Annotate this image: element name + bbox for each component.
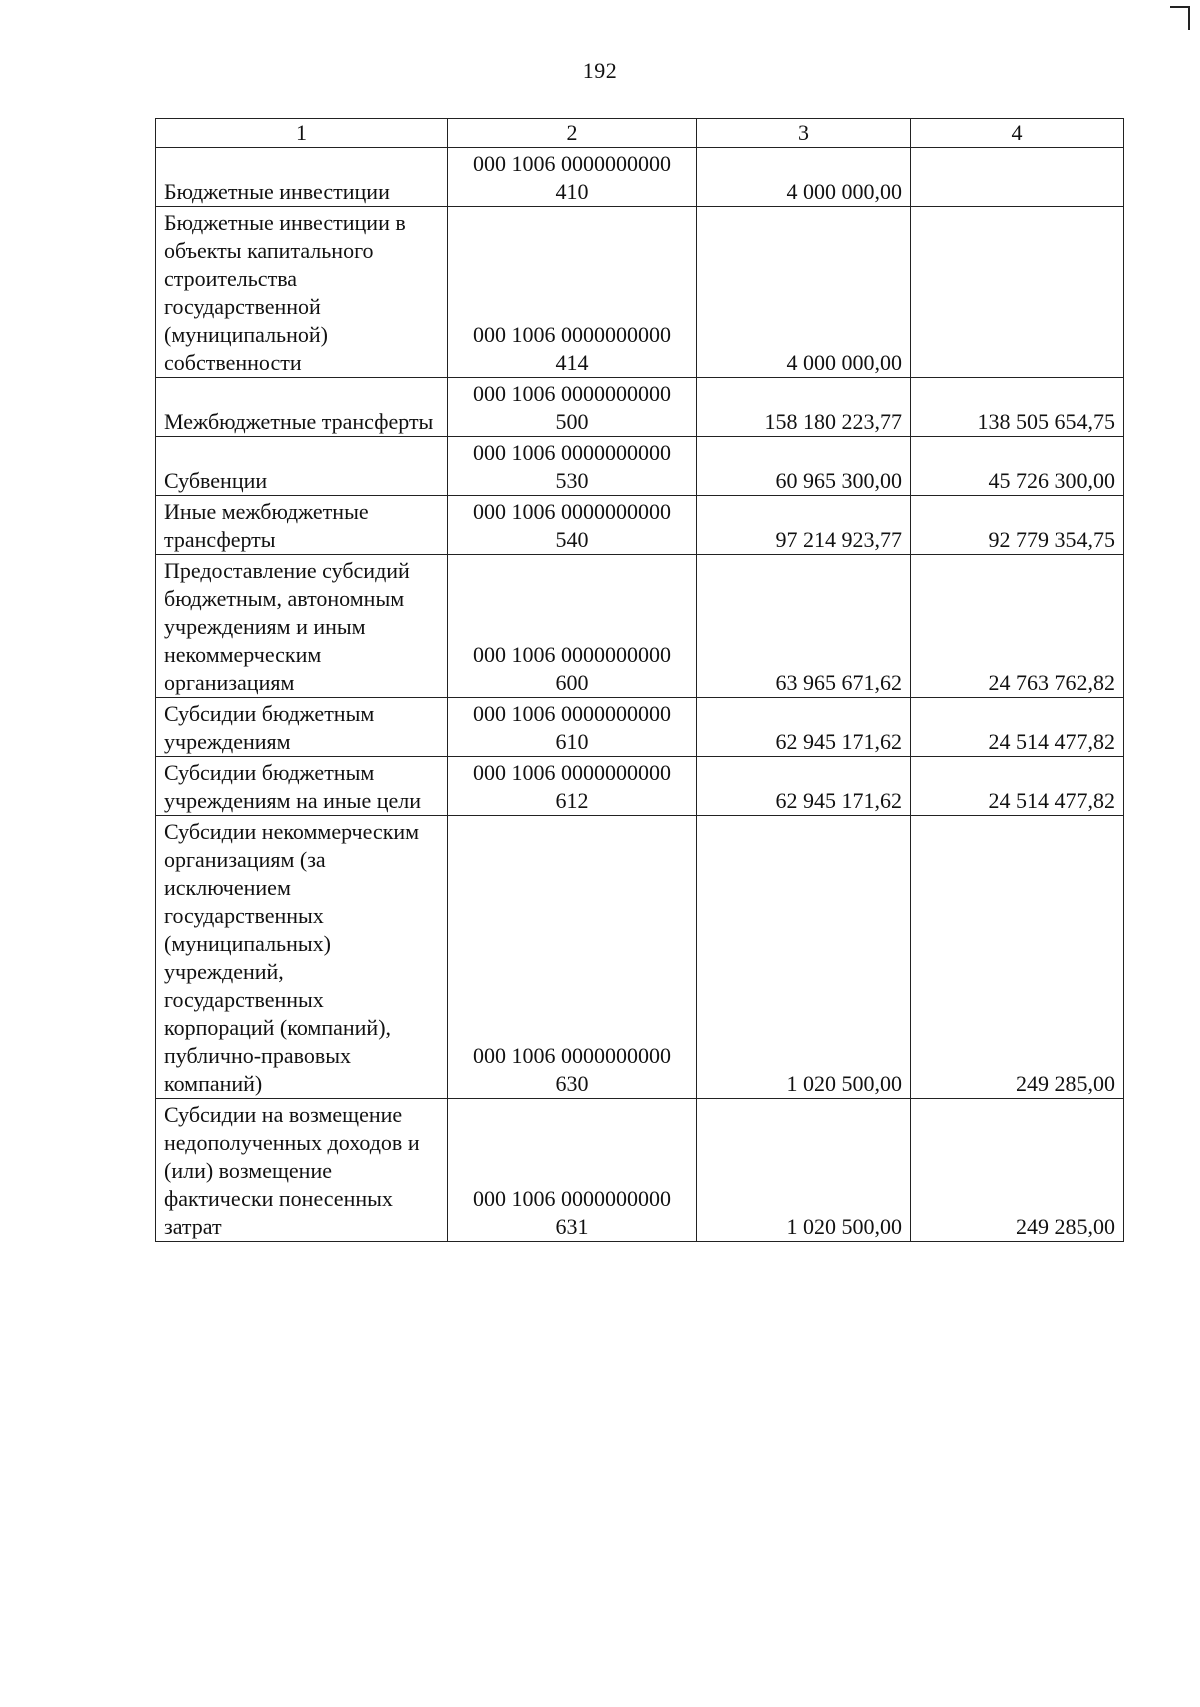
table-row <box>156 757 1124 816</box>
budget-table <box>155 118 1124 1242</box>
row-code-line1: 000 1006 0000000000 <box>473 1186 671 1211</box>
row-code <box>448 1099 697 1242</box>
row-code-line2: 610 <box>555 729 589 754</box>
scan-corner-mark <box>1170 6 1190 30</box>
table-row <box>156 148 1124 207</box>
row-sum-column4: 24 514 477,82 <box>911 698 1124 757</box>
row-name: Предоставление субсидий бюджетным, автономным учреждениям и иным некоммерческим организациям <box>156 555 448 698</box>
row-code <box>448 437 697 496</box>
table-row <box>156 378 1124 437</box>
row-code-line1: 000 1006 0000000000 <box>473 440 671 465</box>
row-sum-column4: 45 726 300,00 <box>911 437 1124 496</box>
row-code-line1: 000 1006 0000000000 <box>473 322 671 347</box>
row-sum-column3: 60 965 300,00 <box>697 437 911 496</box>
row-code-line1: 000 1006 0000000000 <box>473 701 671 726</box>
row-code-line1: 000 1006 0000000000 <box>473 760 671 785</box>
table-body <box>156 148 1124 1242</box>
row-code <box>448 698 697 757</box>
row-name: Иные межбюджетные трансферты <box>156 496 448 555</box>
row-sum-column3: 63 965 671,62 <box>697 555 911 698</box>
row-code <box>448 496 697 555</box>
row-name: Бюджетные инвестиции в объекты капитального строительства государственной (муниципальной) собственности <box>156 207 448 378</box>
table-row <box>156 555 1124 698</box>
row-code-line1: 000 1006 0000000000 <box>473 381 671 406</box>
row-sum-column3: 62 945 171,62 <box>697 757 911 816</box>
row-sum-column3: 4 000 000,00 <box>697 207 911 378</box>
row-code-line1: 000 1006 0000000000 <box>473 499 671 524</box>
row-code <box>448 757 697 816</box>
table-row <box>156 698 1124 757</box>
row-sum-column3: 4 000 000,00 <box>697 148 911 207</box>
row-code-line1: 000 1006 0000000000 <box>473 1043 671 1068</box>
row-code-line2: 410 <box>555 179 589 204</box>
row-name: Субсидии на возмещение недополученных доходов и (или) возмещение фактически понесенных затрат <box>156 1099 448 1242</box>
table-row <box>156 437 1124 496</box>
row-name: Бюджетные инвестиции <box>156 148 448 207</box>
row-sum-column3: 62 945 171,62 <box>697 698 911 757</box>
row-sum-column3: 1 020 500,00 <box>697 816 911 1099</box>
column-header-3: 3 <box>697 119 911 148</box>
row-sum-column3: 1 020 500,00 <box>697 1099 911 1242</box>
row-sum-column4 <box>911 148 1124 207</box>
header-row <box>156 119 1124 148</box>
table-row <box>156 816 1124 1099</box>
row-sum-column4: 249 285,00 <box>911 816 1124 1099</box>
row-code-line2: 540 <box>555 527 589 552</box>
column-header-1: 1 <box>156 119 448 148</box>
row-code-line2: 600 <box>555 670 589 695</box>
row-sum-column3: 97 214 923,77 <box>697 496 911 555</box>
column-header-2: 2 <box>448 119 697 148</box>
row-code-line2: 414 <box>555 350 589 375</box>
row-name: Субсидии бюджетным учреждениям на иные цели <box>156 757 448 816</box>
column-header-4: 4 <box>911 119 1124 148</box>
table-row <box>156 1099 1124 1242</box>
row-code-line2: 631 <box>555 1214 589 1239</box>
row-name: Субвенции <box>156 437 448 496</box>
row-code-line2: 530 <box>555 468 589 493</box>
row-code <box>448 555 697 698</box>
row-sum-column3: 158 180 223,77 <box>697 378 911 437</box>
page-number: 192 <box>582 58 618 83</box>
row-sum-column4: 24 763 762,82 <box>911 555 1124 698</box>
row-name: Субсидии бюджетным учреждениям <box>156 698 448 757</box>
row-code-line1: 000 1006 0000000000 <box>473 642 671 667</box>
table-row <box>156 496 1124 555</box>
row-sum-column4: 249 285,00 <box>911 1099 1124 1242</box>
row-code-line2: 630 <box>555 1071 589 1096</box>
row-sum-column4 <box>911 207 1124 378</box>
row-sum-column4: 138 505 654,75 <box>911 378 1124 437</box>
row-code-line2: 612 <box>555 788 589 813</box>
row-name: Субсидии некоммерческим организациям (за исключением государственных (муниципальных) учреждений, государственных корпораций (компаний), публично-правовых компаний) <box>156 816 448 1099</box>
row-code-line2: 500 <box>555 409 589 434</box>
row-sum-column4: 92 779 354,75 <box>911 496 1124 555</box>
table-row <box>156 207 1124 378</box>
row-code <box>448 207 697 378</box>
row-code <box>448 148 697 207</box>
row-code <box>448 378 697 437</box>
row-code <box>448 816 697 1099</box>
row-sum-column4: 24 514 477,82 <box>911 757 1124 816</box>
row-name: Межбюджетные трансферты <box>156 378 448 437</box>
row-code-line1: 000 1006 0000000000 <box>473 151 671 176</box>
table-header <box>156 119 1124 148</box>
